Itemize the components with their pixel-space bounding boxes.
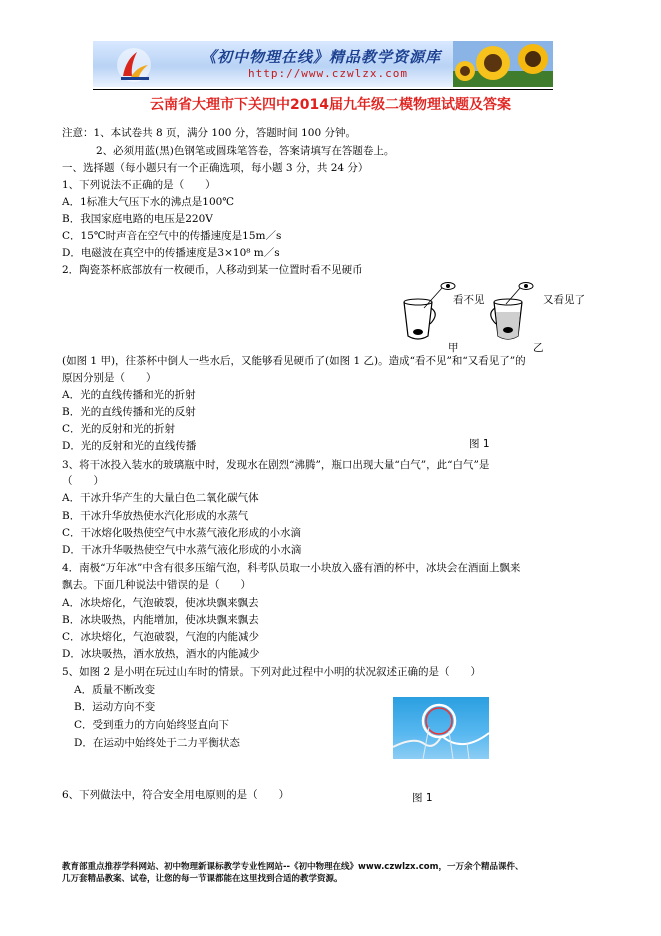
- header-rule: [93, 89, 553, 90]
- figure-1-caption: 图 1: [469, 438, 490, 450]
- header-banner: [93, 41, 553, 87]
- question-2-option-b: B．光的直线传播和光的反射: [62, 406, 196, 418]
- question-4-option-b: B．冰块吸热，内能增加，使冰块飘来飘去: [62, 614, 259, 626]
- question-3-stem: 3、将干冰投入装水的玻璃瓶中时，发现水在剧烈“沸腾”，瓶口出现大量“白气”，此“白气”是: [62, 459, 490, 471]
- question-4-continued: 飘去。下面几种说法中错误的是（ ）: [62, 579, 251, 591]
- question-2-option-d: D．光的反射和光的直线传播: [62, 440, 197, 452]
- question-5-option-a: A．质量不断改变: [74, 684, 156, 696]
- question-5-option-d: D．在运动中始终处于二力平衡状态: [74, 737, 240, 749]
- question-3-option-d: D．干冰升华吸热使空气中水蒸气液化形成的小水滴: [62, 544, 302, 556]
- question-2-continued-1: (如图 1 甲)，往茶杯中倒人一些水后，又能够看见硬币了(如图 1 乙)。造成“看不见”和“又看见了”的: [62, 355, 526, 367]
- question-6-stem: 6、下列做法中，符合安全用电原则的是（ ）: [62, 789, 290, 801]
- question-4-stem: 4．南极“万年冰”中含有很多压缩气泡，科考队员取一小块放入盛有酒的杯中，冰块会在酒面上飘来: [62, 562, 521, 574]
- sunflower-image: [453, 41, 553, 87]
- question-4-option-c: C．冰块熔化，气泡破裂，气泡的内能减少: [62, 631, 260, 643]
- document-title: 云南省大理市下关四中2014届九年级二模物理试题及答案: [150, 97, 511, 113]
- note-line-2: 2、必须用蓝(黑)色钢笔或圆珠笔答卷，答案请填写在答题卷上。: [96, 145, 395, 157]
- question-1-option-d: D．电磁波在真空中的传播速度是3×10⁸ m／s: [62, 247, 280, 259]
- eye-icon-left: [441, 283, 455, 290]
- question-3-option-a: A．干冰升华产生的大量白色二氧化碳气体: [62, 492, 259, 504]
- roller-coaster-image: [393, 697, 489, 759]
- question-5-option-b: B．运动方向不变: [74, 701, 156, 713]
- question-3-paren: （ ）: [62, 475, 104, 487]
- question-4-option-a: A．冰块熔化，气泡破裂，使冰块飘来飘去: [62, 597, 259, 609]
- question-1-option-b: B．我国家庭电路的电压是220V: [62, 213, 213, 225]
- question-2-option-a: A．光的直线传播和光的折射: [62, 389, 196, 401]
- eye-icon-right: [519, 283, 533, 290]
- site-logo-icon: [115, 46, 153, 84]
- banner-title: 《初中物理在线》精品教学资源库: [200, 48, 441, 66]
- question-3-option-b: B．干冰升华放热使水汽化形成的水蒸气: [62, 510, 249, 522]
- footer-line-2: 几万套精品教案、试卷，让您的每一节课都能在这里找到合适的教学资源。: [62, 874, 343, 884]
- label-visible-again: 又看见了: [543, 294, 585, 306]
- section-heading: 一、选择题（每小题只有一个正确选项，每小题 3 分，共 24 分）: [62, 162, 369, 174]
- banner-url[interactable]: http://www.czwlzx.com: [247, 67, 409, 80]
- question-2-stem: 2．陶瓷茶杯底部放有一枚硬币，人移动到某一位置时看不见硬币: [62, 264, 363, 276]
- question-1-option-a: A．1标准大气压下水的沸点是100℃: [62, 196, 235, 208]
- figure-2-caption: 图 1: [412, 792, 433, 804]
- question-5-stem: 5、如图 2 是小明在玩过山车时的情景。下列对此过程中小明的状况叙述正确的是（ ）: [62, 666, 482, 678]
- question-1-stem: 1、下列说法不正确的是（ ）: [62, 179, 216, 191]
- label-jia: 甲: [448, 342, 459, 354]
- page-footer: [62, 861, 602, 885]
- footer-line-1: 教育部重点推荐学科网站、初中物理新课标教学专业性网站--《初中物理在线》www.czwlzx.com，一万余个精品课件、: [62, 862, 524, 872]
- label-yi: 乙: [533, 342, 544, 354]
- question-5-option-c: C．受到重力的方向始终竖直向下: [74, 719, 230, 731]
- question-4-option-d: D．冰块吸热，酒水放热，酒水的内能减少: [62, 648, 260, 660]
- note-line-1: 注意：1、本试卷共 8 页，满分 100 分，答题时间 100 分钟。: [62, 127, 356, 139]
- question-2-continued-2: 原因分别是（ ）: [62, 372, 157, 384]
- question-3-option-c: C．干冰熔化吸热使空气中水蒸气液化形成的小水滴: [62, 527, 302, 539]
- question-1-option-c: C．15℃时声音在空气中的传播速度是15m／s: [62, 230, 282, 242]
- label-invisible: 看不见: [453, 294, 485, 306]
- figure-1-cups: [398, 278, 578, 350]
- question-2-option-c: C．光的反射和光的折射: [62, 423, 176, 435]
